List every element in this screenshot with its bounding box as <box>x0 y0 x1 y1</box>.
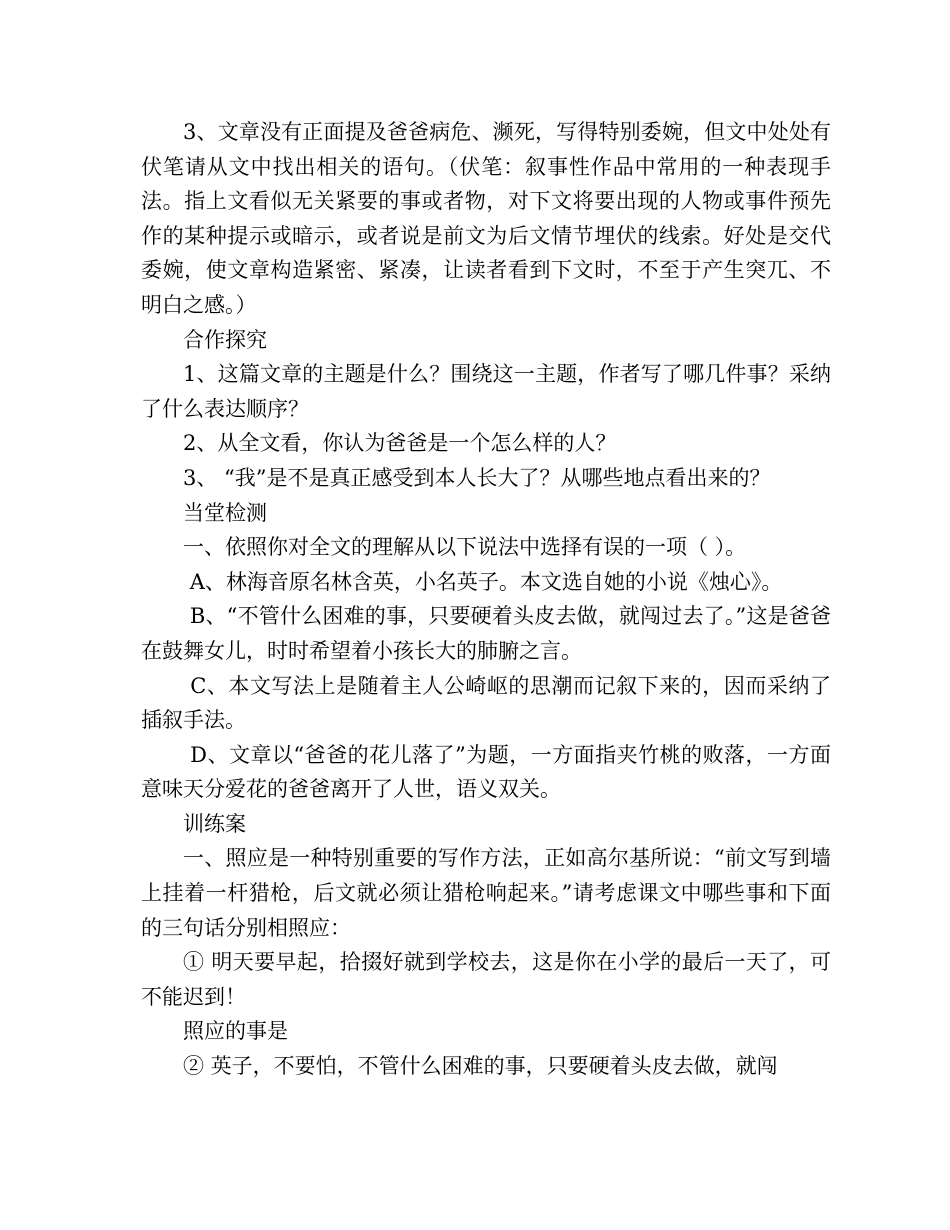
document-body <box>141 115 831 1084</box>
section-heading-cooperative-inquiry: 合作探究 <box>183 327 267 352</box>
test-question-1: 一、依照你对全文的理解从以下说法中选择有误的一项（ ）。 <box>183 535 747 560</box>
inquiry-question-1: 1、这篇文章的主题是什么？围绕这一主题，作者写了哪几件事？采纳了什么表达顺序？ <box>141 362 831 421</box>
test-option-b: B、“不管什么困难的事，只要硬着头皮去做，就闯过去了。”这是爸爸在鼓舞女儿，时时希望着小孩长大的肺腑之言。 <box>141 604 831 663</box>
inquiry-question-2: 2、从全文看，你认为爸爸是一个怎么样的人？ <box>183 431 617 456</box>
test-option-d: D、文章以“爸爸的花儿落了”为题，一方面指夹竹桃的败落，一方面意味天分爱花的爸爸离开了人世，语义双关。 <box>141 742 831 802</box>
question-3-foreshadowing: 3、文章没有正面提及爸爸病危、濒死，写得特别委婉，但文中处处有伏笔请从文中找出相关的语句。（伏笔：叙事性作品中常用的一种表现手法。指上文看似无关紧要的事或者物，对下文将要出现的人物或事件预先作的某种提示或暗示，或者说是前文为后文情节埋伏的线索。好处是交代委婉，使文章构造紧密、紧凑，让读者看到下文时，不至于产生突兀、不明白之感。） <box>141 120 831 317</box>
training-answer-label: 照应的事是 <box>183 1019 288 1044</box>
test-option-c: C、本文写法上是随着主人公崎岖的思潮而记叙下来的，因而采纳了插叙手法。 <box>141 673 831 733</box>
section-heading-classroom-test: 当堂检测 <box>183 500 267 525</box>
training-question-1: 一、照应是一种特别重要的写作方法，正如高尔基所说：“前文写到墙上挂着一杆猎枪，后文就必须让猎枪响起来。”请考虑课文中哪些事和下面的三句话分别相照应： <box>141 846 831 940</box>
training-quote-2: ② 英子，不要怕，不管什么困难的事，只要硬着头皮去做，就闯 <box>183 1054 778 1079</box>
training-quote-1: ① 明天要早起，拾掇好就到学校去，这是你在小学的最后一天了，可不能迟到！ <box>141 950 831 1009</box>
test-option-a: A、林海音原名林含英，小名英子。本文选自她的小说《烛心》。 <box>183 569 783 594</box>
inquiry-question-3: 3、 “我”是不是真正感受到本人长大了？从哪些地点看出来的？ <box>183 465 771 490</box>
section-heading-training: 训练案 <box>183 811 246 836</box>
